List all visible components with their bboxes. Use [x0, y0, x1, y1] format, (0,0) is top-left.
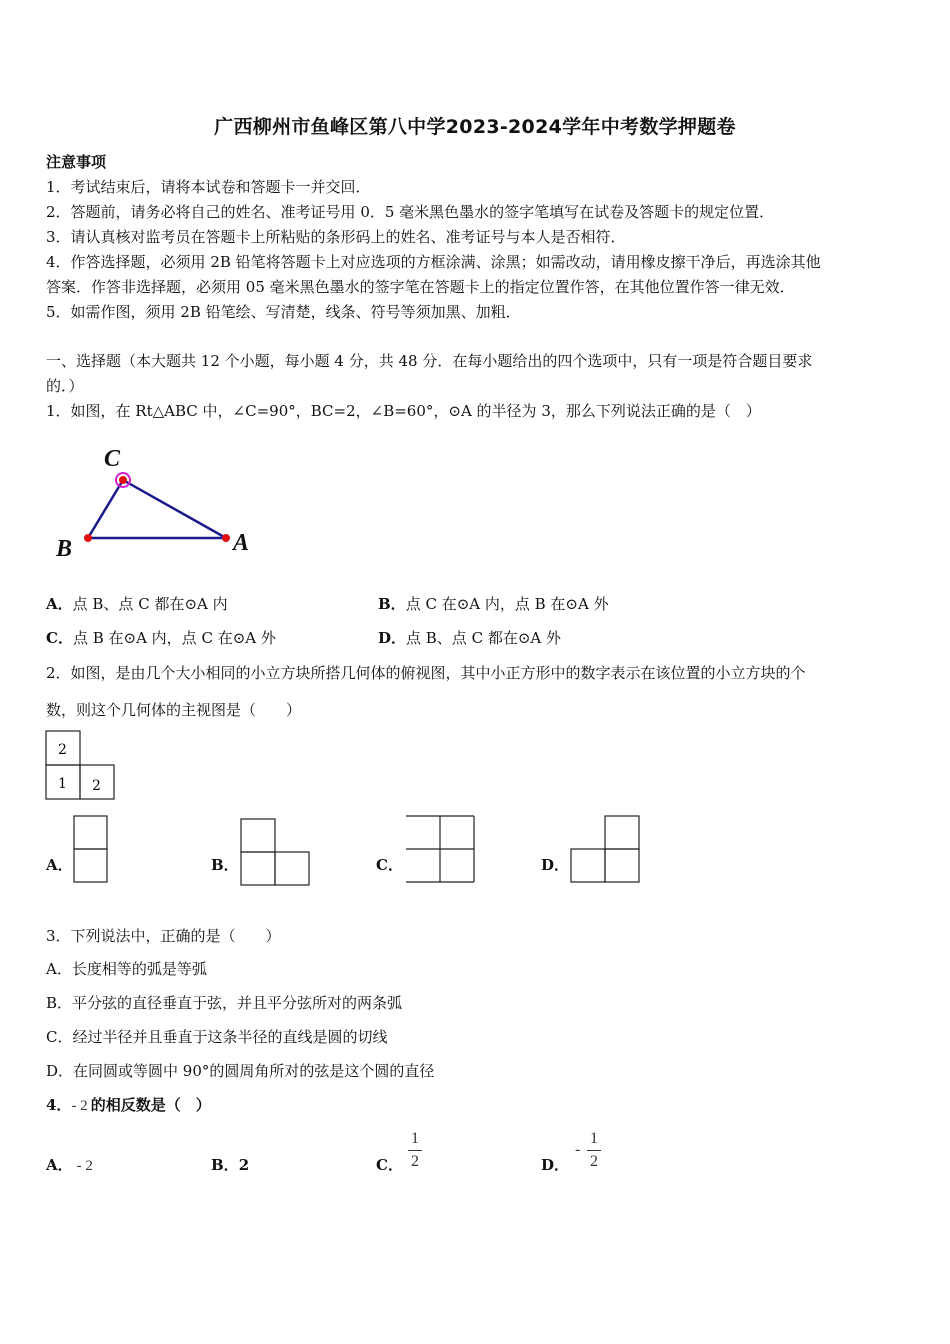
notice-item: 4．作答选择题，必须用 2B 铅笔将答题卡上对应选项的方框涂满、涂黑；如需改动，请用橡皮擦干净后，再选涂其他 [46, 253, 821, 271]
grid-number: 2 [58, 742, 67, 758]
option-value: 2 [238, 1156, 250, 1174]
q1-stem: 1．如图，在 Rt△ABC 中，∠C=90°，BC=2，∠B=60°，⊙A 的半径为 3，那么下列说法正确的是（ ） [46, 402, 761, 420]
option-label: C． [376, 856, 403, 874]
option-text: 点 B、点 C 都在⊙A 内 [72, 595, 228, 613]
label-a: A [233, 530, 250, 556]
section-heading: 一、选择题（本大题共 12 个小题，每小题 4 分，共 48 分．在每小题给出的四个选项中，只有一项是符合题目要求 [46, 352, 813, 370]
label-b: B [56, 536, 73, 562]
option-value: - 2 [76, 1158, 93, 1174]
fraction-denominator: 2 [590, 1153, 598, 1170]
option-label: C． [376, 1156, 403, 1174]
q3-option-b[interactable]: B．平分弦的直径垂直于弦，并且平分弦所对的两条弧 [46, 994, 403, 1012]
option-label: D． [541, 856, 570, 874]
q2-stem: 2．如图，是由几个大小相同的小立方块所搭几何体的俯视图，其中小正方形中的数字表示在该位置的小立方块的个 [46, 664, 806, 682]
option-label: D． [378, 629, 407, 647]
q3-option-d[interactable]: D．在同圆或等圆中 90°的圆周角所对的弦是这个圆的直径 [46, 1062, 435, 1080]
grid-number: 2 [92, 778, 101, 794]
option-text: 点 B、点 C 都在⊙A 外 [406, 629, 561, 647]
q3-stem: 3．下列说法中，正确的是（ ） [46, 927, 281, 945]
q4-expression: - 2 [71, 1098, 88, 1114]
section-heading-cont: 的．） [46, 377, 84, 395]
q4-stem [46, 1095, 211, 1116]
q2-figure-a [74, 816, 107, 882]
fraction-bar [408, 1150, 422, 1151]
option-text: 点 B 在⊙A 内，点 C 在⊙A 外 [72, 629, 276, 647]
q2-figure-c [406, 816, 474, 882]
option-label: A． [46, 1156, 73, 1174]
q3-option-a[interactable]: A．长度相等的弧是等弧 [46, 960, 207, 978]
q4-option-d-fraction [587, 1130, 601, 1171]
q3-option-c[interactable]: C．经过半径并且垂直于这条半径的直线是圆的切线 [46, 1028, 388, 1046]
notice-item: 答案．作答非选择题，必须用 05 毫米黑色墨水的签字笔在答题卡上的指定位置作答，在其他位置作答一律无效． [46, 278, 795, 296]
fraction-bar [587, 1150, 601, 1151]
q4-number: 4． [46, 1096, 72, 1114]
option-label: C． [46, 629, 73, 647]
notice-item: 5．如需作图，须用 2B 铅笔绘、写清楚，线条、符号等须加黑、加粗． [46, 303, 521, 321]
page-title: 广西柳州市鱼峰区第八中学2023-2024学年中考数学押题卷 [214, 116, 736, 138]
q2-figure-d [571, 816, 639, 882]
option-label: B． [211, 856, 239, 874]
label-c: C [104, 446, 121, 472]
fraction-numerator: 1 [590, 1130, 598, 1147]
q4-option-a[interactable] [46, 1155, 93, 1176]
option-label: A． [46, 856, 73, 874]
notice-item: 3．请认真核对监考员在答题卡上所粘贴的条形码上的姓名、准考证号与本人是否相符． [46, 228, 626, 246]
q2-stem-cont: 数，则这个几何体的主视图是（ ） [46, 701, 302, 719]
option-label: B． [378, 595, 406, 613]
option-label: B． [211, 1156, 239, 1174]
option-label: D． [541, 1156, 570, 1174]
notice-item: 2．答题前，请务必将自己的姓名、准考证号用 0．5 毫米黑色墨水的签字笔填写在试卷及答题卡的规定位置． [46, 203, 775, 221]
q4-option-b[interactable] [211, 1155, 249, 1175]
fraction-denominator: 2 [411, 1153, 419, 1170]
q2-figure-b [241, 819, 309, 885]
q4-option-d[interactable] [541, 1155, 569, 1175]
grid-number: 1 [58, 776, 67, 792]
fraction-numerator: 1 [411, 1130, 419, 1147]
q4-stem-text: 的相反数是（ ） [90, 1096, 211, 1114]
notice-item: 1．考试结束后，请将本试卷和答题卡一并交回． [46, 178, 371, 196]
q4-option-c-fraction [408, 1130, 422, 1171]
option-label: A． [46, 595, 73, 613]
notice-heading: 注意事项 [46, 153, 107, 171]
option-text: 点 C 在⊙A 内，点 B 在⊙A 外 [405, 595, 609, 613]
q4-option-c[interactable] [376, 1155, 403, 1175]
q4-option-d-sign: - [575, 1141, 581, 1158]
